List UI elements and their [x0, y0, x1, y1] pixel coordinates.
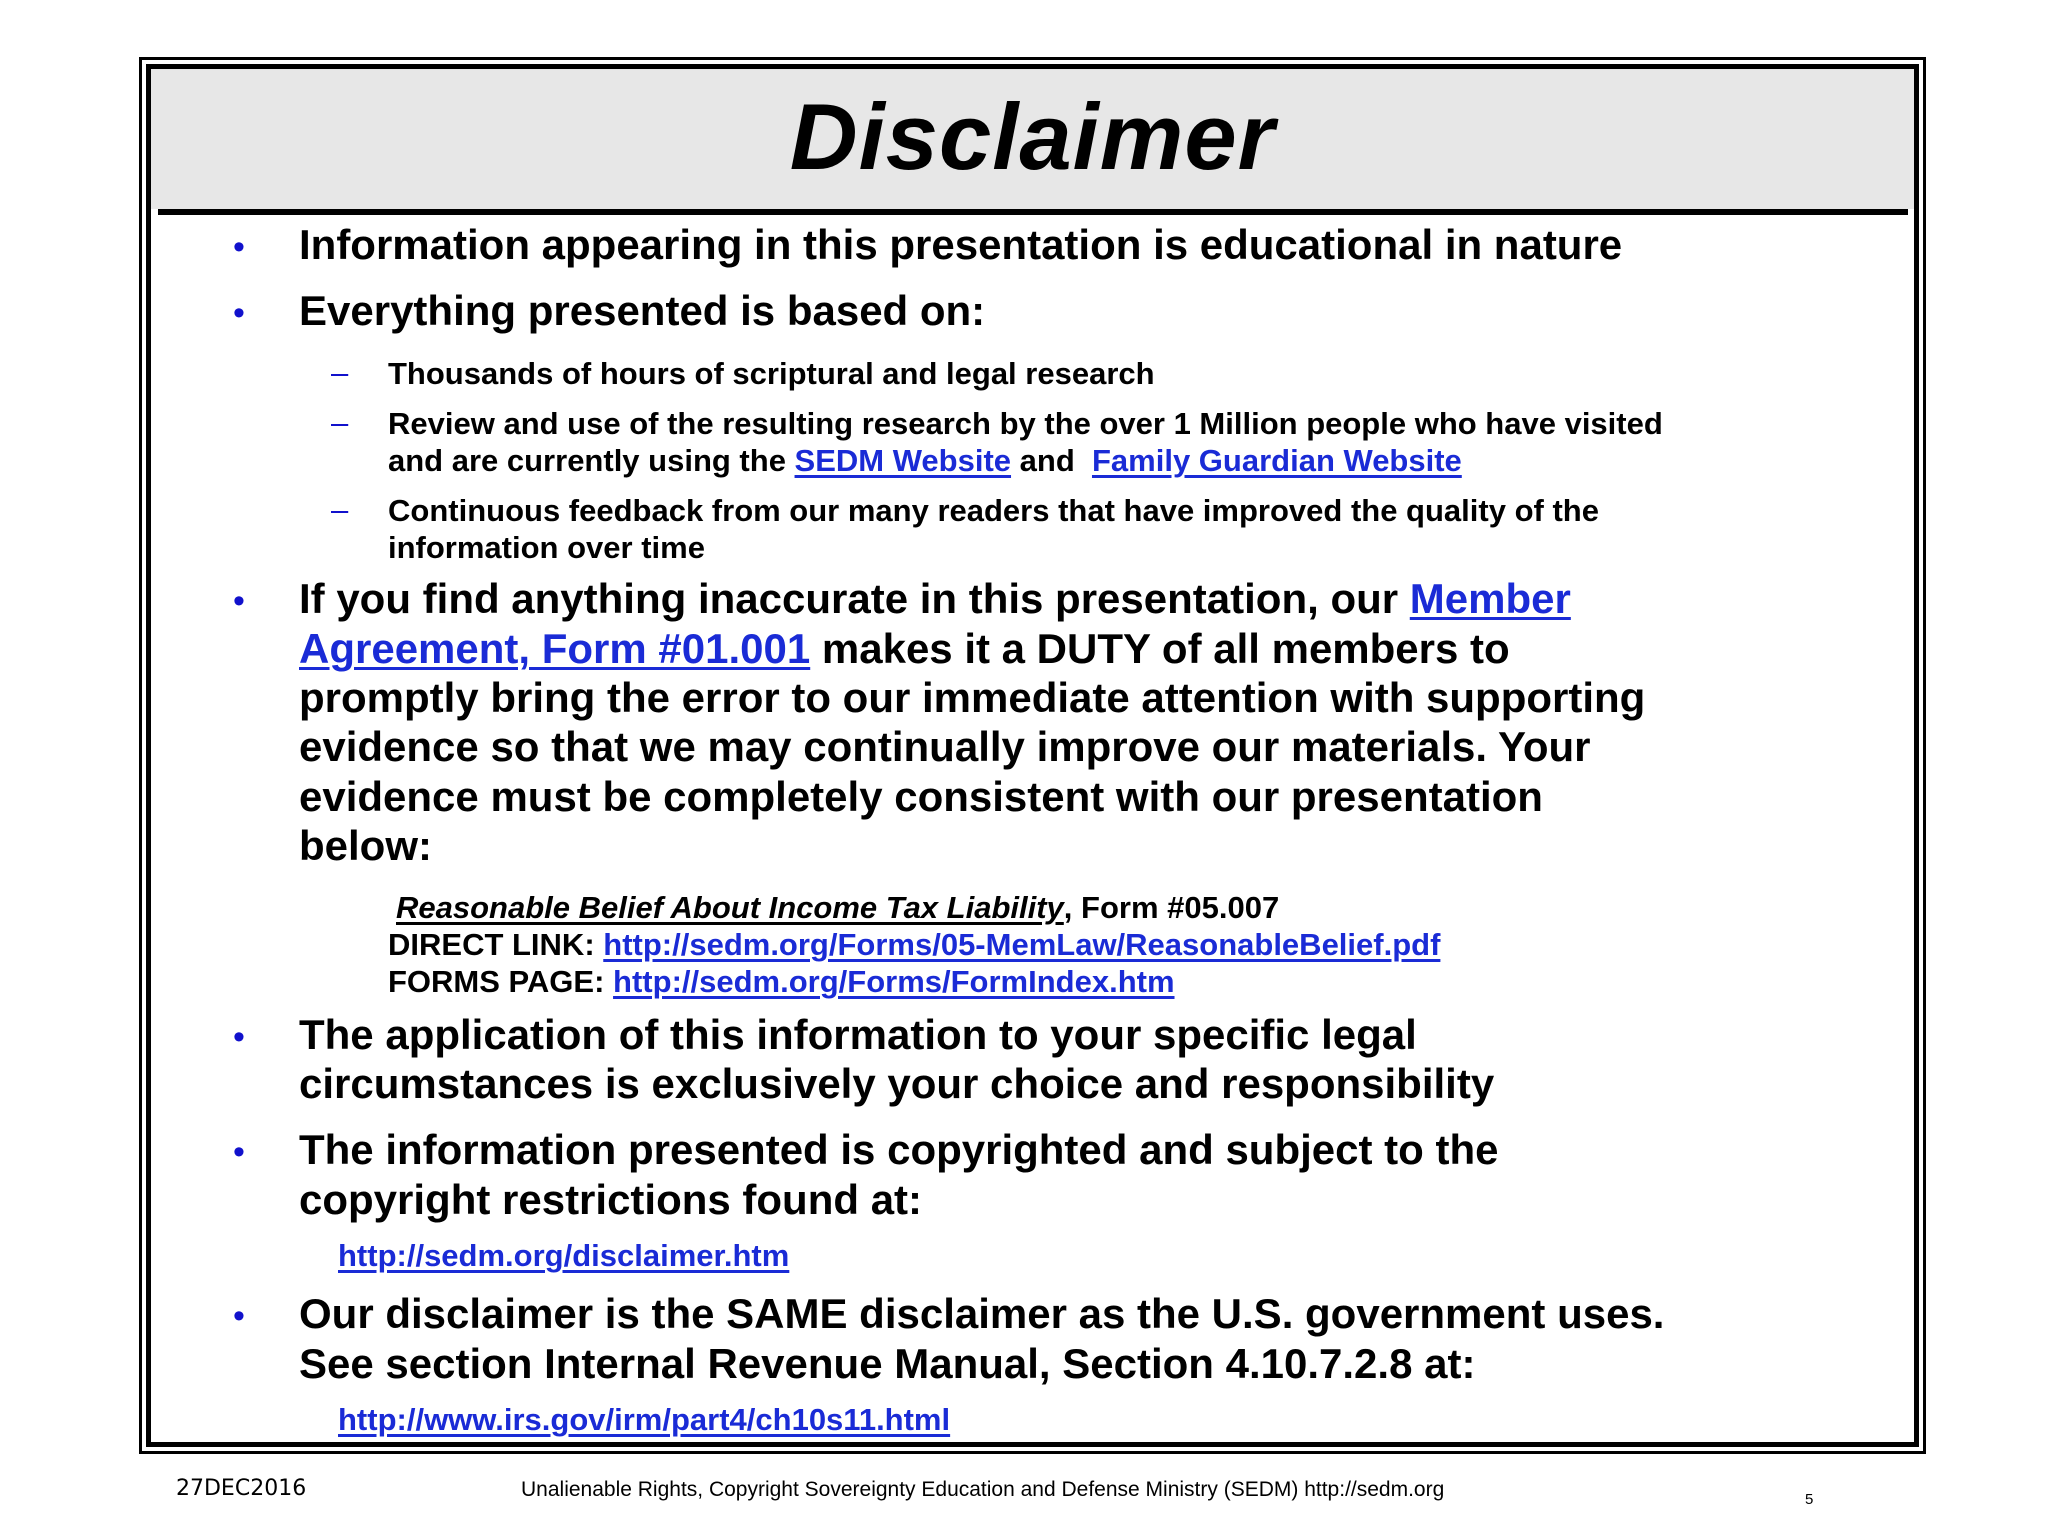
bullet-icon: •	[233, 294, 245, 332]
footer-date: 27DEC2016	[176, 1476, 307, 1501]
application-line2: circumstances is exclusively your choice and responsibility	[299, 1060, 1495, 1107]
reference-forms-line	[388, 963, 1175, 1000]
dash-icon: –	[331, 405, 349, 440]
inaccurate-line5: evidence must be completely consistent with our presentation	[299, 773, 1543, 820]
irs-manual-url[interactable]: http://www.irs.gov/irm/part4/ch10s11.html	[338, 1402, 951, 1437]
dash-icon: –	[331, 355, 349, 390]
member-agreement-link-part2[interactable]: Agreement, Form #01.001	[299, 625, 811, 672]
sub-feedback-line1: Continuous feedback from our many readers that have improved the quality of the	[388, 493, 1599, 528]
government-line1: Our disclaimer is the SAME disclaimer as the U.S. government uses.	[299, 1290, 1665, 1337]
forms-page-label: FORMS PAGE:	[388, 964, 614, 999]
inaccurate-line4: evidence so that we may continually improve our materials. Your	[299, 723, 1591, 770]
copyright-link-line	[338, 1237, 789, 1274]
family-guardian-link[interactable]: Family Guardian Website	[1091, 443, 1462, 478]
bullet-based-on: Everything presented is based on:	[299, 287, 986, 334]
dash-icon: –	[331, 492, 349, 527]
application-line1: The application of this information to your specific legal	[299, 1011, 1417, 1058]
inaccurate-line6: below:	[299, 822, 432, 869]
disclaimer-url[interactable]: http://sedm.org/disclaimer.htm	[338, 1238, 790, 1273]
forms-page-url[interactable]: http://sedm.org/Forms/FormIndex.htm	[613, 964, 1175, 999]
bullet-educational: Information appearing in this presentation is educational in nature	[299, 221, 1623, 268]
reference-form-number: , Form #05.007	[1063, 890, 1280, 925]
member-agreement-link-part1[interactable]: Member	[1409, 575, 1571, 622]
sub-feedback-line2: information over time	[388, 530, 705, 565]
page-title: Disclaimer	[789, 84, 1276, 189]
content-frame	[146, 64, 1919, 1447]
sub-research: Thousands of hours of scriptural and legal research	[388, 356, 1155, 391]
page-number: 5	[1805, 1491, 1814, 1508]
sub-review-line2	[388, 442, 1462, 479]
inaccurate-line2	[299, 624, 1510, 674]
sedm-website-link[interactable]: SEDM Website	[794, 443, 1012, 478]
sub-review-mid: and	[1011, 443, 1092, 478]
reference-title: Reasonable Belief About Income Tax Liability	[396, 890, 1064, 925]
bullet-icon: •	[233, 1133, 245, 1171]
sub-review-prefix: and are currently using the	[388, 443, 795, 478]
inaccurate-line3: promptly bring the error to our immediate attention with supporting	[299, 674, 1646, 721]
copyright-line1: The information presented is copyrighted and subject to the	[299, 1126, 1499, 1173]
inaccurate-line1	[299, 574, 1571, 624]
irs-link-line	[338, 1401, 950, 1438]
reference-title-line	[396, 889, 1279, 926]
government-line2: See section Internal Revenue Manual, Section 4.10.7.2.8 at:	[299, 1340, 1476, 1387]
copyright-line2: copyright restrictions found at:	[299, 1176, 923, 1223]
bullet-icon: •	[233, 228, 245, 266]
direct-link-url[interactable]: http://sedm.org/Forms/05-MemLaw/ReasonableBelief.pdf	[603, 927, 1441, 962]
sub-review-line1: Review and use of the resulting research by the over 1 Million people who have visited	[388, 406, 1663, 441]
inaccurate-prefix: If you find anything inaccurate in this presentation, our	[299, 575, 1410, 622]
inaccurate-duty: makes it a DUTY of all members to	[810, 625, 1510, 672]
reference-direct-line	[388, 926, 1440, 963]
bullet-icon: •	[233, 1018, 245, 1056]
footer-copyright: Unalienable Rights, Copyright Sovereignty Education and Defense Ministry (SEDM) http://sedm.org	[521, 1478, 1445, 1501]
bullet-icon: •	[233, 1297, 245, 1335]
direct-link-label: DIRECT LINK:	[388, 927, 604, 962]
bullet-icon: •	[233, 582, 245, 620]
disclaimer-content	[151, 69, 1914, 1442]
